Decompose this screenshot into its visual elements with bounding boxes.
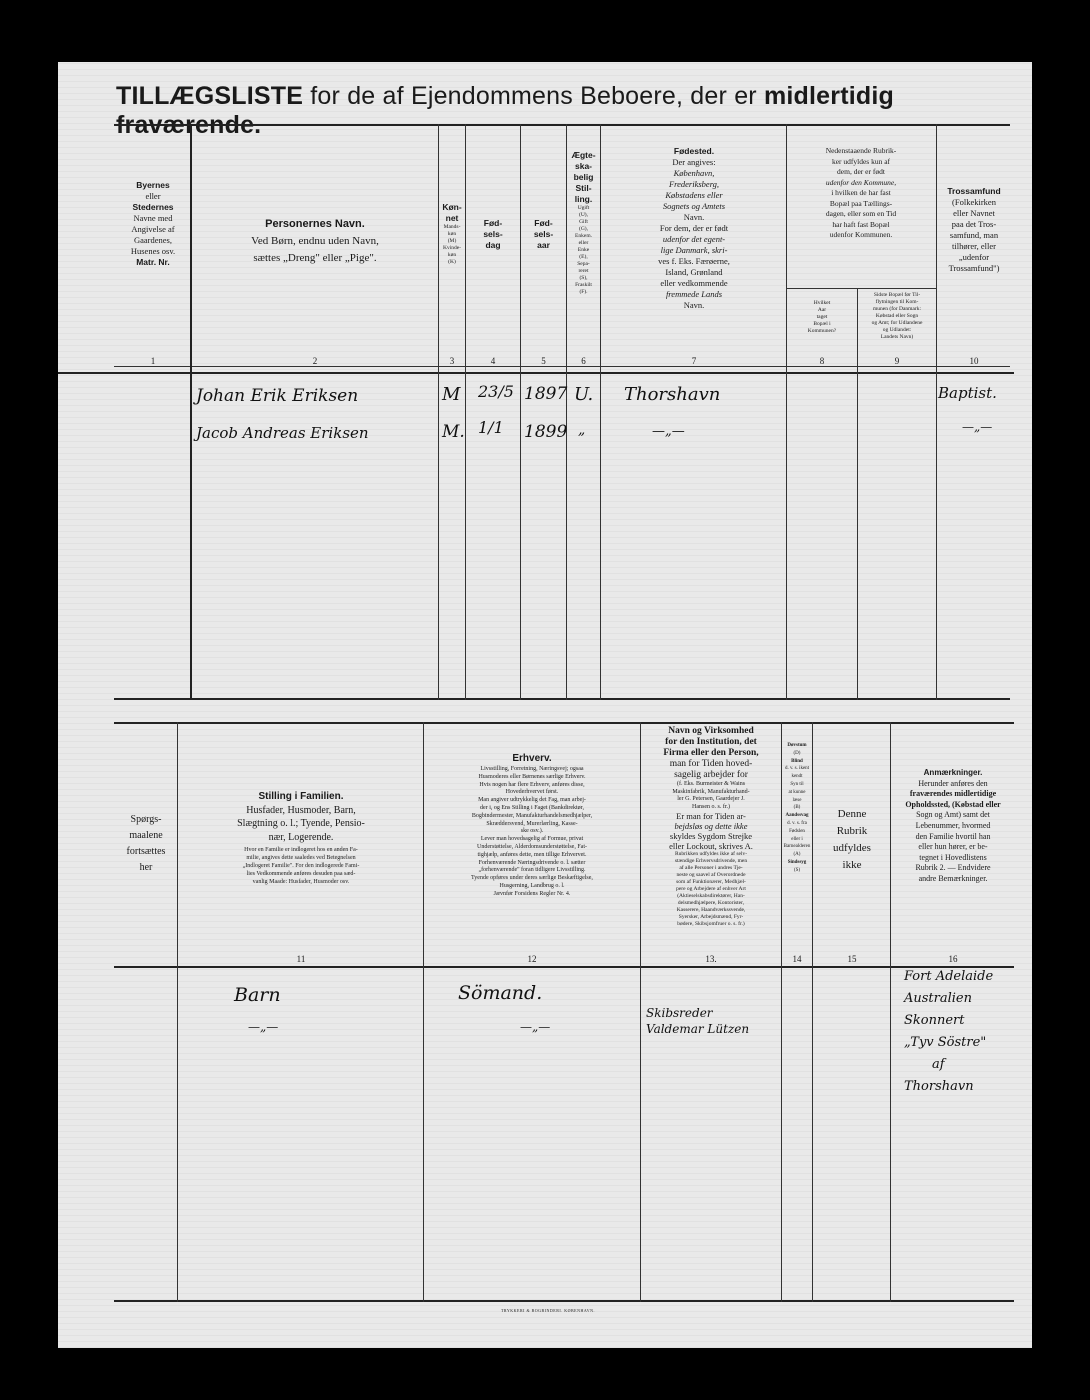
row2-birthplace: —„— xyxy=(652,424,685,439)
row1-birthplace: Thorshavn xyxy=(624,384,721,405)
row2-marital-status: „ xyxy=(578,422,586,438)
row1-birth-day: 23/5 xyxy=(478,382,514,401)
top-table-bottom-rule xyxy=(114,698,1010,700)
col13-header: Navn og Virksomhed for den Institution, det Firma eller den Person, man for Tiden hoved- sagelig arbejder for (f. Eks. Burmeister & Wains Maskinfabrik, Manufakturhand- ler G. Petersen, Gaardejer J. Hansen o. s. fr.) Er man for Tiden ar- bejdsløs og dette ikke skyldes Sygdom Strejke eller Lockout, skrives A. Rubrikken udfyldes ikke af selv- stændige Erhvervsdrivende, men af alle Personer i andres Tje- neste og saavel af Overordnede som af Funktionærer, Medhjæl- pere og Arbejdere af enhver Art (Aktieselskabsdirektører, Han- delsmedhjælpere, Kontorister, Kasserere, Haandværkssvende, Syersker, Arbejdsmænd, Fyr- bødere, Skibsjomfruer o. s. fr.) xyxy=(663,726,759,927)
col6-header: Ægte- ska- belig Stil- ling. Ugift (U), Gift (G), Enkem. eller Enke (E), Sepa- reret (S), Fraskilt (F). xyxy=(571,150,596,295)
vline-9-10 xyxy=(936,124,937,700)
col-number-7: 7 xyxy=(691,356,697,366)
title-part-1: TILLÆGSLISTE xyxy=(116,82,304,110)
col-number-9: 9 xyxy=(894,356,900,366)
row1-family-position: Barn xyxy=(234,984,281,1006)
col7-header: Fødested. Der angives: København, Frederiksberg, Købstadens eller Sognets og Amtets Navn. For dem, der er født udenfor det egent- lige Danmark, skri- ves f. Eks. Færøerne, Island, Grønland eller vedkommende fremmede Lands Navn. xyxy=(658,146,730,310)
title-part-3: midlertidig fraværende. xyxy=(116,82,894,139)
title-part-2: for de af Ejendommens Beboere, der er xyxy=(310,82,757,110)
col4-header: Fød- sels- dag xyxy=(483,218,503,250)
row1-birth-year: 1897 xyxy=(524,384,568,404)
col8-header: Hvilket Aar taget Bopæl i Kommunen? xyxy=(807,300,837,334)
col3-header: Køn- net Mands- køn (M) Kvinde- køn (K) xyxy=(442,202,462,265)
row2-occupation: —„— xyxy=(520,1020,551,1034)
vline-3-4 xyxy=(465,124,466,700)
row1-marital-status: U. xyxy=(574,384,594,405)
employer-line-1: Skibsreder xyxy=(646,1006,713,1020)
col-number-8: 8 xyxy=(819,356,825,366)
employer-line-2: Valdemar Lützen xyxy=(646,1022,750,1036)
bvline-11-12 xyxy=(423,722,424,1302)
row1-occupation: Sömand. xyxy=(458,982,543,1004)
col-number-1: 1 xyxy=(150,356,156,366)
census-form-sheet xyxy=(58,62,1032,1348)
bottom-header-bottom-rule xyxy=(114,966,1014,968)
col89-sub-rule xyxy=(786,288,936,289)
col5-header: Fød- sels- aar xyxy=(533,218,554,250)
col-number-14: 14 xyxy=(792,954,802,964)
row1-name: Johan Erik Eriksen xyxy=(196,386,359,406)
top-table-top-rule xyxy=(114,124,1010,126)
col-number-16: 16 xyxy=(948,954,958,964)
row1-sex: M xyxy=(442,384,461,405)
col-number-10: 10 xyxy=(969,356,979,366)
col1-header: Byernes eller Stedernes Navne med Angivelse af Gaardenes, Husenes osv. Matr. Nr. xyxy=(130,180,176,267)
bvline-15-16 xyxy=(890,722,891,1302)
vline-7-8 xyxy=(786,124,787,700)
row2-religion: —„— xyxy=(962,420,993,434)
col-number-3: 3 xyxy=(449,356,455,366)
col-number-11: 11 xyxy=(296,954,306,964)
vline-1-2 xyxy=(190,124,192,700)
bvline-14-15 xyxy=(812,722,813,1302)
row2-birth-year: 1899 xyxy=(524,422,568,442)
row2-name: Jacob Andreas Eriksen xyxy=(196,424,369,442)
col2-header: Personernes Navn. Ved Børn, endnu uden Navn, sættes „Dreng" eller „Pige". xyxy=(251,218,379,264)
col-number-4: 4 xyxy=(490,356,496,366)
row2-family-position: —„— xyxy=(248,1020,279,1034)
col10-header: Trossamfund (Folkekirken eller Navnet paa det Tros- samfund, man tilhører, eller „udenfor Trossamfund") xyxy=(947,186,1001,273)
col-number-6: 6 xyxy=(581,356,586,366)
vline-4-5 xyxy=(520,124,521,700)
col9-header: Sidste Bopæl før Til- flytningen til Kom- munen (for Danmark: Købstad eller Sogn og Amt; for Udlandene og Udlandet: Landets Navn) xyxy=(871,292,923,340)
vline-6-7 xyxy=(600,124,601,700)
row2-birth-day: 1/1 xyxy=(478,418,504,437)
top-data-start-rule xyxy=(58,372,1014,374)
col-number-5: 5 xyxy=(541,356,546,366)
col-number-2: 2 xyxy=(312,356,318,366)
vline-2-3 xyxy=(438,124,439,700)
bottom-table-top-rule xyxy=(114,722,1014,724)
col11-header: Stilling i Familien. Husfader, Husmoder, Barn, Slægtning o. l.; Tyende, Pensio- nær, Logerende. Hvor en Familie er indlogeret hos en anden Fa- milie, angives dette saaledes ved Betegnelsen „Indlogeret Familie". For den indlogerede Fami- lies Vedkommende anføres desuden paa sæd- vanlig Maade: Husfader, Husmoder osv. xyxy=(237,791,365,885)
remarks-handwritten: Fort Adelaide Australien Skonnert „Tyv Söstre" af Thorshavn xyxy=(904,969,994,1094)
col12-header: Erhverv. Livsstilling, Forretning, Næringsvej; ogsaa Husmoderes eller Børnenes særlige Erhverv. Hvis nogen har flere Erhverv, anføres disse, Hovederhvervet først. Man angiver udtrykkelig det Fag, man arbej- der i, og Ens Stilling i Faget (Bankdirektør, Bogbindermester, Manufakturhandelsmedhjælper, Skræddersvend, Murerlærling, Kasse- ske osv.). Lever man hovedsagelig af Formue, privat Understøttelse, Alderdomsunderstøttelse, Fat- tighjælp, anføres dette, men tillige Erhvervet. Forhenværende Næringsdrivende o. l. sætter „forhenværende" foran tidligere Livsstilling. Tyende opføres under deres særlige Beskæftigelse, Husgerning, Landbrug o. l. Jævnfør Forsidens Regler Nr. 4. xyxy=(471,753,593,897)
col15-header: Denne Rubrik udfyldes ikke xyxy=(833,808,871,871)
col-number-12: 12 xyxy=(527,954,537,964)
col-number-13: 13. xyxy=(705,954,717,964)
row1-religion: Baptist. xyxy=(938,384,997,402)
row2-sex: M. xyxy=(442,422,465,442)
printer-mark: TRYKKERI & BOGBINDERI. KØBENHAVN. xyxy=(500,1308,596,1313)
col-number-15: 15 xyxy=(847,954,857,964)
bvline-left xyxy=(177,722,178,1302)
col8-9-header: Nedenstaaende Rubrik- ker udfyldes kun af dem, der er født udenfor den Kommune, i hvilken de har fast Bopæl paa Tællings- dagen, eller som en Tid har haft fast Bopæl udenfor Kommunen. xyxy=(825,146,897,239)
questions-continue-note: Spørgs- maalene fortsættes her xyxy=(126,814,166,873)
vline-8-9 xyxy=(857,288,858,700)
top-header-bottom-rule xyxy=(114,366,1010,367)
bvline-12-13 xyxy=(640,722,641,1302)
col14-header: Døvstum (D) Blind d. v. s. ikent kendt Syn til at kunne læse (B) Aandssvag d. v. s. fra Fødslen eller i Barnealderen (A) Sindssyg (S) xyxy=(783,743,811,873)
col16-header: Anmærkninger. Herunder anføres den fraværendes midlertidige Opholdssted, (Købstad eller Sogn og Amt) samt det Lebenummer, hvormed den Familie hvortil han eller hun hører, er be- tegnet i Hovedlistens Rubrik 2. — Endvidere andre Bemærkninger. xyxy=(905,768,1001,883)
bottom-table-bottom-rule xyxy=(114,1300,1014,1302)
